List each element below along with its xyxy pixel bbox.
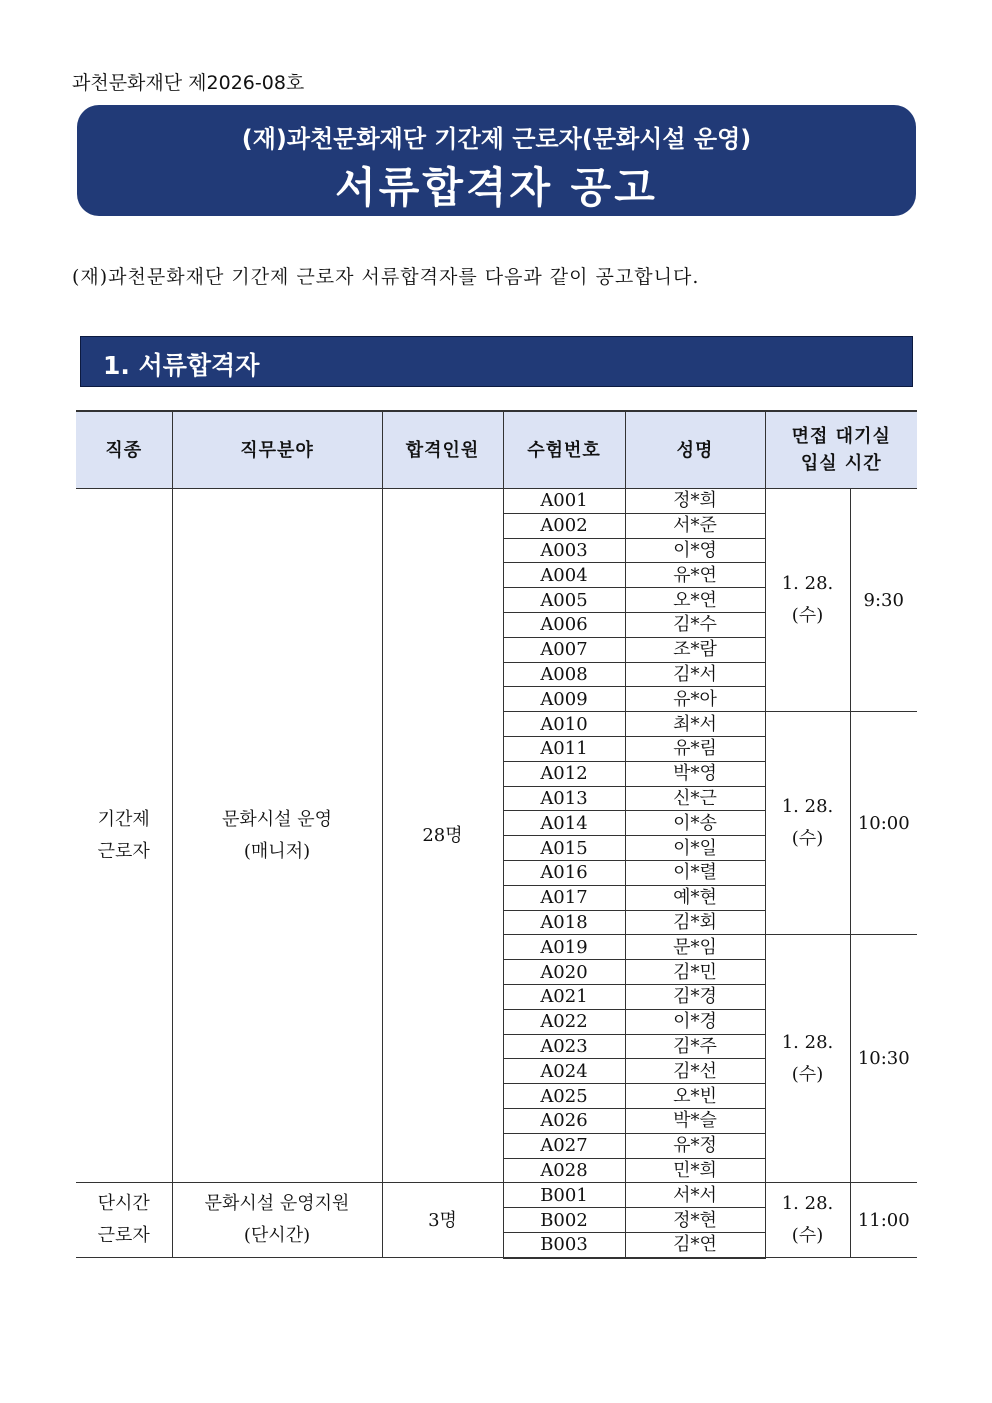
field-cell (172, 1183, 382, 1258)
name-cell: 서*준 (625, 513, 765, 538)
section-title: 1. 서류합격자 (103, 351, 260, 380)
interview-time-cell: 9:30 (850, 489, 917, 712)
name-cell: 김*연 (625, 1232, 765, 1257)
name-cell: 김*서 (625, 662, 765, 687)
exam-number-cell: A024 (503, 1059, 625, 1084)
interview-date-cell (765, 1183, 850, 1258)
exam-number-cell: A001 (503, 489, 625, 514)
name-cell: 오*빈 (625, 1084, 765, 1109)
interview-time-cell: 11:00 (850, 1183, 917, 1258)
exam-number-cell: A009 (503, 687, 625, 712)
exam-number-cell: A022 (503, 1009, 625, 1034)
name-cell: 김*선 (625, 1059, 765, 1084)
name-cell: 이*일 (625, 836, 765, 861)
section-header (80, 336, 913, 387)
name-cell: 서*서 (625, 1183, 765, 1208)
name-cell: 유*정 (625, 1133, 765, 1158)
line-1: 단시간 (97, 1193, 150, 1215)
exam-number-cell: A019 (503, 935, 625, 960)
exam-number-cell: A021 (503, 984, 625, 1009)
count-cell: 28명 (382, 489, 503, 1183)
exam-number-cell: A026 (503, 1108, 625, 1133)
banner-title: 서류합격자 공고 (335, 163, 658, 212)
name-cell: 유*림 (625, 736, 765, 761)
exam-number-cell: B002 (503, 1208, 625, 1233)
name-cell: 이*영 (625, 538, 765, 563)
name-cell: 신*근 (625, 786, 765, 811)
exam-number-cell: A013 (503, 786, 625, 811)
line-1: 1. 28. (781, 1031, 834, 1053)
name-cell: 정*현 (625, 1208, 765, 1233)
name-cell: 이*경 (625, 1009, 765, 1034)
name-cell: 김*주 (625, 1034, 765, 1059)
header-field: 직무분야 (172, 411, 382, 489)
banner-subtitle: (재)과천문화재단 기간제 근로자(문화시설 운영) (241, 125, 752, 153)
exam-number-cell: A011 (503, 736, 625, 761)
line-1: 1. 28. (781, 796, 834, 818)
interview-time-cell: 10:30 (850, 935, 917, 1183)
count-cell: 3명 (382, 1183, 503, 1258)
header-exam-no: 수험번호 (503, 411, 625, 489)
name-cell: 김*수 (625, 612, 765, 637)
exam-number-cell: A020 (503, 960, 625, 985)
header-count: 합격인원 (382, 411, 503, 489)
header-job-type: 직종 (76, 411, 172, 489)
name-cell: 오*연 (625, 588, 765, 613)
exam-number-cell: A018 (503, 910, 625, 935)
table-row (76, 489, 917, 514)
job-type-cell (76, 489, 172, 1183)
table-body (76, 489, 917, 1258)
interview-date-cell (765, 489, 850, 712)
line-2: (수) (791, 1063, 824, 1085)
name-cell: 예*현 (625, 885, 765, 910)
document-number: 과천문화재단 제2026-08호 (72, 72, 305, 94)
name-cell: 유*아 (625, 687, 765, 712)
name-cell: 이*렬 (625, 860, 765, 885)
interview-date-cell (765, 712, 850, 935)
exam-number-cell: A005 (503, 588, 625, 613)
exam-number-cell: A023 (503, 1034, 625, 1059)
name-cell: 정*희 (625, 489, 765, 514)
exam-number-cell: A002 (503, 513, 625, 538)
intro-text: (재)과천문화재단 기간제 근로자 서류합격자를 다음과 같이 공고합니다. (72, 266, 700, 288)
title-banner (77, 105, 916, 216)
line-2: (수) (791, 1225, 824, 1247)
name-cell: 문*임 (625, 935, 765, 960)
exam-number-cell: B001 (503, 1183, 625, 1208)
interview-date-cell (765, 935, 850, 1183)
job-type-cell (76, 1183, 172, 1258)
exam-number-cell: A008 (503, 662, 625, 687)
line-1: 1. 28. (781, 573, 834, 595)
line-2: 근로자 (97, 840, 150, 862)
line-1: 기간제 (97, 808, 150, 830)
exam-number-cell: A025 (503, 1084, 625, 1109)
exam-number-cell: A027 (503, 1133, 625, 1158)
interview-time-cell: 10:00 (850, 712, 917, 935)
name-cell: 김*회 (625, 910, 765, 935)
name-cell: 최*서 (625, 712, 765, 737)
header-name: 성명 (625, 411, 765, 489)
name-cell: 민*희 (625, 1158, 765, 1183)
table-row (76, 1183, 917, 1208)
name-cell: 이*송 (625, 811, 765, 836)
name-cell: 유*연 (625, 563, 765, 588)
line-1: 문화시설 운영지원 (204, 1193, 350, 1215)
results-table (76, 410, 917, 1259)
exam-number-cell: A010 (503, 712, 625, 737)
exam-number-cell: A016 (503, 860, 625, 885)
name-cell: 박*슬 (625, 1108, 765, 1133)
exam-number-cell: A014 (503, 811, 625, 836)
exam-number-cell: A006 (503, 612, 625, 637)
exam-number-cell: A007 (503, 637, 625, 662)
line-2: (수) (791, 828, 824, 850)
header-time: 면접 대기실 입실 시간 (765, 411, 917, 489)
table-header-row (76, 411, 917, 489)
exam-number-cell: A017 (503, 885, 625, 910)
line-1: 1. 28. (781, 1193, 834, 1215)
line-2: 근로자 (97, 1225, 150, 1247)
exam-number-cell: A004 (503, 563, 625, 588)
name-cell: 김*민 (625, 960, 765, 985)
exam-number-cell: A028 (503, 1158, 625, 1183)
exam-number-cell: A015 (503, 836, 625, 861)
name-cell: 김*경 (625, 984, 765, 1009)
name-cell: 조*람 (625, 637, 765, 662)
exam-number-cell: B003 (503, 1232, 625, 1257)
exam-number-cell: A003 (503, 538, 625, 563)
exam-number-cell: A012 (503, 761, 625, 786)
line-2: (단시간) (243, 1225, 311, 1247)
line-2: (수) (791, 605, 824, 627)
line-1: 문화시설 운영 (221, 808, 333, 830)
field-cell (172, 489, 382, 1183)
line-2: (매니저) (243, 840, 311, 862)
name-cell: 박*영 (625, 761, 765, 786)
